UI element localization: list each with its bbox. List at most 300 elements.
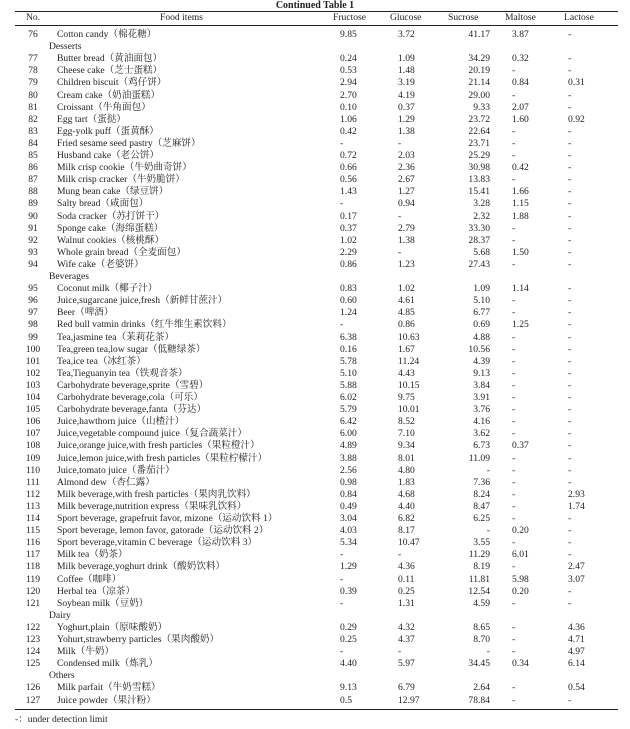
- glucose-value: 1.02: [398, 283, 415, 295]
- glucose-value: 8.17: [398, 525, 415, 537]
- table-title: Continued Table 1: [275, 0, 355, 11]
- fructose-value: -: [340, 319, 344, 331]
- maltose-value: -: [512, 174, 516, 186]
- sucrose-value: 9.33: [473, 101, 490, 113]
- maltose-value: -: [512, 125, 516, 137]
- lactose-value: -: [568, 440, 572, 452]
- food-item: Milk beverage,nutrition express（果味乳饮料）: [57, 500, 247, 512]
- row-number: 85: [28, 150, 38, 161]
- sucrose-value: 4.39: [473, 355, 490, 367]
- maltose-value: -: [512, 682, 516, 694]
- fructose-value: -: [340, 646, 344, 658]
- table-row: [0, 465, 630, 477]
- table-row: [0, 126, 630, 138]
- lactose-value: -: [568, 343, 572, 355]
- fructose-value: 0.72: [340, 150, 357, 161]
- lactose-value: -: [568, 89, 572, 101]
- sucrose-value: 34.29: [468, 53, 490, 65]
- table-row: [0, 356, 630, 368]
- food-item: Carbohydrate beverage,sprite（雪碧）: [57, 379, 209, 391]
- glucose-value: -: [398, 210, 402, 222]
- food-item: Milk parfait（牛奶雪糕）: [57, 682, 161, 694]
- maltose-value: -: [512, 367, 516, 379]
- maltose-value: -: [512, 634, 516, 645]
- glucose-value: 6.82: [398, 513, 415, 524]
- maltose-value: -: [512, 331, 516, 343]
- fructose-value: 0.84: [340, 488, 357, 500]
- fructose-value: 6.42: [340, 416, 357, 428]
- maltose-value: -: [512, 561, 516, 573]
- sucrose-value: 11.09: [468, 452, 490, 464]
- sucrose-value: 29.00: [468, 89, 490, 101]
- sucrose-value: 3.91: [473, 392, 490, 403]
- lactose-value: 3.07: [568, 573, 585, 585]
- maltose-value: -: [512, 355, 516, 367]
- table-row: [0, 90, 630, 102]
- lactose-value: -: [568, 198, 572, 210]
- maltose-value: 2.07: [512, 101, 529, 113]
- sucrose-value: 8.19: [473, 561, 490, 573]
- fructose-value: 0.17: [340, 210, 357, 222]
- row-number: 102: [25, 367, 41, 379]
- lactose-value: -: [568, 234, 572, 246]
- sucrose-value: -: [486, 464, 490, 476]
- food-item: Juice,sugarcane juice,fresh（新鲜甘蔗汁）: [57, 295, 228, 307]
- maltose-value: 0.32: [512, 53, 529, 65]
- table-row: [0, 646, 630, 658]
- maltose-value: 1.66: [512, 186, 529, 198]
- lactose-value: -: [568, 367, 572, 379]
- fructose-value: 2.29: [340, 246, 357, 258]
- table-row: [0, 77, 630, 89]
- row-number: 125: [25, 658, 41, 670]
- sucrose-value: 23.72: [468, 113, 490, 125]
- food-item: Herbal tea（凉茶）: [57, 585, 136, 597]
- glucose-value: 6.79: [398, 682, 415, 694]
- row-number: 121: [25, 597, 41, 609]
- lactose-value: -: [568, 222, 572, 234]
- table-row: [0, 29, 630, 41]
- lactose-value: 4.97: [568, 646, 585, 658]
- maltose-value: -: [512, 222, 516, 234]
- header-food: Food items: [160, 12, 203, 23]
- glucose-value: 0.11: [398, 573, 415, 585]
- row-number: 101: [25, 355, 41, 367]
- lactose-value: 2.47: [568, 561, 585, 573]
- row-number: 90: [28, 210, 38, 222]
- sucrose-value: 8.24: [473, 488, 490, 500]
- footnote: -：under detection limit: [15, 714, 108, 725]
- section-header: [0, 41, 630, 53]
- food-item: Butter bread（黄油面包）: [57, 53, 163, 65]
- section-label: Desserts: [49, 41, 82, 53]
- fructose-value: 1.02: [340, 234, 357, 246]
- glucose-value: 0.94: [398, 198, 415, 210]
- maltose-value: 0.37: [512, 440, 529, 452]
- row-number: 86: [28, 162, 38, 174]
- maltose-value: 0.34: [512, 658, 529, 670]
- row-number: 78: [28, 65, 38, 77]
- maltose-value: -: [512, 65, 516, 77]
- sucrose-value: 3.62: [473, 428, 490, 440]
- fructose-value: 5.79: [340, 404, 357, 416]
- food-item: Beer（啤酒）: [57, 307, 114, 319]
- table-row: [0, 211, 630, 223]
- row-number: 84: [28, 137, 38, 149]
- row-number: 106: [25, 416, 41, 428]
- lactose-value: -: [568, 246, 572, 258]
- table-row: [0, 174, 630, 186]
- fructose-value: -: [340, 137, 344, 149]
- food-item: Tea,jasmine tea（茉莉花茶）: [57, 331, 175, 343]
- sucrose-value: 6.25: [473, 513, 490, 524]
- row-number: 109: [25, 452, 41, 464]
- food-item: Sport beverage, lemon favor, gatorade（运动饮料 2）: [57, 525, 269, 537]
- row-number: 97: [28, 307, 38, 319]
- fructose-value: 1.29: [340, 561, 357, 573]
- table-row: [0, 162, 630, 174]
- glucose-value: 1.09: [398, 53, 415, 65]
- row-number: 89: [28, 198, 38, 210]
- sucrose-value: 3.76: [473, 404, 490, 416]
- lactose-value: -: [568, 150, 572, 161]
- food-item: Sport beverage,vitamin C beverage（运动饮料 3）: [57, 537, 258, 549]
- food-item: Cotton candy（棉花糖）: [57, 29, 157, 40]
- fructose-value: 0.37: [340, 222, 357, 234]
- row-number: 126: [25, 682, 41, 694]
- maltose-value: -: [512, 307, 516, 319]
- fructose-value: 0.83: [340, 283, 357, 295]
- fructose-value: 3.88: [340, 452, 357, 464]
- row-number: 115: [25, 525, 41, 537]
- food-item: Carbohydrate beverage,fanta（芬达）: [57, 404, 207, 416]
- sucrose-value: 22.64: [468, 125, 490, 137]
- food-item: Walnut cookies（核桃酥）: [57, 234, 165, 246]
- sucrose-value: 10.56: [468, 343, 490, 355]
- maltose-value: -: [512, 694, 516, 706]
- fructose-value: -: [340, 549, 344, 561]
- table-row: [0, 186, 630, 198]
- food-item: Carbohydrate beverage,cola（可乐）: [57, 392, 203, 403]
- food-item: Condensed milk（炼乳）: [57, 658, 158, 670]
- sucrose-value: 33.30: [468, 222, 490, 234]
- table-row: [0, 453, 630, 465]
- maltose-value: -: [512, 137, 516, 149]
- maltose-value: 1.60: [512, 113, 529, 125]
- food-item: Tea,ice tea（冰红茶）: [57, 355, 146, 367]
- maltose-value: 0.42: [512, 162, 529, 174]
- glucose-value: 4.36: [398, 561, 415, 573]
- sucrose-value: 34.45: [468, 658, 490, 670]
- lactose-value: 1.74: [568, 500, 585, 512]
- row-number: 87: [28, 174, 38, 186]
- table-row: [0, 295, 630, 307]
- glucose-value: 8.01: [398, 452, 415, 464]
- maltose-value: -: [512, 500, 516, 512]
- lactose-value: -: [568, 452, 572, 464]
- maltose-value: -: [512, 537, 516, 549]
- row-number: 81: [28, 101, 38, 113]
- glucose-value: 4.80: [398, 464, 415, 476]
- fructose-value: 0.56: [340, 174, 357, 186]
- lactose-value: -: [568, 404, 572, 416]
- fructose-value: 0.5: [340, 694, 352, 706]
- row-number: 108: [25, 440, 41, 452]
- sucrose-value: 0.69: [473, 319, 490, 331]
- maltose-value: -: [512, 513, 516, 524]
- glucose-value: 0.86: [398, 319, 415, 331]
- maltose-value: -: [512, 89, 516, 101]
- section-header: [0, 271, 630, 283]
- header-rule: [15, 25, 618, 26]
- sucrose-value: 8.65: [473, 621, 490, 633]
- table-row: [0, 223, 630, 235]
- food-item: Wife cake（老婆饼）: [57, 258, 144, 270]
- food-item: Mung bean cake（绿豆饼）: [57, 186, 169, 198]
- fructose-value: 9.85: [340, 29, 357, 40]
- sucrose-value: 27.43: [468, 258, 490, 270]
- fructose-value: -: [340, 597, 344, 609]
- row-number: 112: [25, 488, 41, 500]
- fructose-value: 0.66: [340, 162, 357, 174]
- sucrose-value: -: [486, 646, 490, 658]
- glucose-value: 11.24: [398, 355, 420, 367]
- glucose-value: 3.19: [398, 77, 415, 89]
- food-item: Husband cake（老公饼）: [57, 150, 160, 161]
- sucrose-value: 5.10: [473, 295, 490, 307]
- row-number: 113: [25, 500, 41, 512]
- table-row: [0, 150, 630, 162]
- lactose-value: 0.31: [568, 77, 585, 89]
- glucose-value: 12.97: [398, 694, 420, 706]
- section-label: Dairy: [49, 609, 71, 621]
- lactose-value: 4.36: [568, 621, 585, 633]
- table-row: [0, 622, 630, 634]
- table-row: [0, 53, 630, 65]
- sucrose-value: 12.54: [468, 585, 490, 597]
- food-item: Fried sesame seed pastry（芝麻饼）: [57, 137, 201, 149]
- row-number: 77: [28, 53, 38, 65]
- lactose-value: -: [568, 101, 572, 113]
- lactose-value: -: [568, 597, 572, 609]
- maltose-value: -: [512, 150, 516, 161]
- glucose-value: 1.23: [398, 258, 415, 270]
- lactose-value: -: [568, 585, 572, 597]
- fructose-value: 0.49: [340, 500, 357, 512]
- sucrose-value: 13.83: [468, 174, 490, 186]
- section-label: Beverages: [49, 271, 89, 282]
- lactose-value: -: [568, 210, 572, 222]
- row-number: 96: [28, 295, 38, 307]
- table-row: [0, 416, 630, 428]
- food-item: Salty bread（咸面包）: [57, 198, 149, 210]
- row-number: 83: [28, 125, 38, 137]
- food-item: Milk（牛奶）: [57, 646, 115, 658]
- food-item: Juice,orange juice,with fresh particles（果粒橙汁）: [57, 440, 260, 452]
- lactose-value: -: [568, 694, 572, 706]
- glucose-value: 2.67: [398, 174, 415, 186]
- maltose-value: 1.25: [512, 319, 529, 331]
- lactose-value: -: [568, 65, 572, 77]
- sucrose-value: 8.47: [473, 500, 490, 512]
- header-sucrose: Sucrose: [448, 12, 479, 23]
- table-row: [0, 574, 630, 586]
- lactose-value: -: [568, 416, 572, 428]
- sucrose-value: 28.37: [468, 234, 490, 246]
- table-row: [0, 477, 630, 489]
- fructose-value: 5.78: [340, 355, 357, 367]
- food-item: Almond dew（杏仁露）: [57, 476, 155, 488]
- fructose-value: 2.56: [340, 464, 357, 476]
- lactose-value: -: [568, 428, 572, 440]
- glucose-value: 7.10: [398, 428, 415, 440]
- maltose-value: 1.14: [512, 283, 529, 295]
- sucrose-value: 15.41: [468, 186, 490, 198]
- food-item: Tea,Tieguanyin tea（铁观音茶）: [57, 367, 188, 379]
- food-item: Croissant（牛角面包）: [57, 101, 151, 113]
- sucrose-value: 23.71: [468, 137, 490, 149]
- table-row: [0, 247, 630, 259]
- lactose-value: -: [568, 525, 572, 537]
- fructose-value: 0.24: [340, 53, 357, 65]
- glucose-value: 3.72: [398, 29, 415, 40]
- glucose-value: -: [398, 549, 402, 561]
- table-row: [0, 682, 630, 694]
- food-item: Whole grain bread（全麦面包）: [57, 246, 186, 258]
- header-fructose: Fructose: [333, 12, 367, 23]
- header-no: No.: [25, 12, 41, 23]
- food-item: Coffee（咖啡）: [57, 573, 122, 585]
- maltose-value: -: [512, 646, 516, 658]
- food-item: Juice,lemon juice,with fresh particles（果粒柠檬汁）: [57, 452, 268, 464]
- glucose-value: 1.48: [398, 65, 415, 77]
- sucrose-value: 2.32: [473, 210, 490, 222]
- food-item: Children biscuit（鸡仔饼）: [57, 77, 167, 89]
- lactose-value: 6.14: [568, 658, 585, 670]
- glucose-value: 4.85: [398, 307, 415, 319]
- sucrose-value: 1.09: [473, 283, 490, 295]
- glucose-value: 10.47: [398, 537, 420, 549]
- food-item: Milk tea（奶茶）: [57, 549, 128, 561]
- section-header: [0, 670, 630, 682]
- table-row: [0, 525, 630, 537]
- food-item: Juice,vegetable compound juice（复合蔬菜汁）: [57, 428, 247, 440]
- row-number: 91: [28, 222, 38, 234]
- glucose-value: 1.27: [398, 186, 415, 198]
- row-number: 120: [25, 585, 41, 597]
- table-row: [0, 283, 630, 295]
- row-number: 123: [25, 634, 41, 645]
- glucose-value: 1.67: [398, 343, 415, 355]
- row-number: 88: [28, 186, 38, 198]
- row-number: 110: [25, 464, 41, 476]
- glucose-value: -: [398, 646, 402, 658]
- row-number: 82: [28, 113, 38, 125]
- food-item: Cream cake（奶油蛋糕）: [57, 89, 161, 101]
- fructose-value: 6.00: [340, 428, 357, 440]
- section-label: Others: [49, 670, 75, 682]
- maltose-value: 1.88: [512, 210, 529, 222]
- row-number: 103: [25, 379, 41, 391]
- food-item: Juice,hawthorn juice（山楂汁）: [57, 416, 185, 428]
- fructose-value: 0.98: [340, 476, 357, 488]
- table-row: [0, 392, 630, 404]
- food-item: Milk beverage,with fresh particles（果肉乳饮料）: [57, 488, 256, 500]
- header-maltose: Maltose: [505, 12, 536, 23]
- glucose-value: 1.29: [398, 113, 415, 125]
- sucrose-value: 3.55: [473, 537, 490, 549]
- row-number: 99: [28, 331, 38, 343]
- lactose-value: -: [568, 476, 572, 488]
- lactose-value: -: [568, 307, 572, 319]
- table-row: [0, 368, 630, 380]
- glucose-value: -: [398, 137, 402, 149]
- maltose-value: -: [512, 452, 516, 464]
- maltose-value: -: [512, 343, 516, 355]
- glucose-value: 2.03: [398, 150, 415, 161]
- sucrose-value: 2.64: [473, 682, 490, 694]
- maltose-value: -: [512, 392, 516, 403]
- glucose-value: 2.79: [398, 222, 415, 234]
- lactose-value: -: [568, 331, 572, 343]
- sucrose-value: 6.77: [473, 307, 490, 319]
- fructose-value: 0.60: [340, 295, 357, 307]
- row-number: 92: [28, 234, 38, 246]
- glucose-value: 4.40: [398, 500, 415, 512]
- header-lactose: Lactose: [564, 12, 594, 23]
- row-number: 124: [25, 646, 41, 658]
- maltose-value: -: [512, 379, 516, 391]
- glucose-value: 10.01: [398, 404, 420, 416]
- lactose-value: -: [568, 464, 572, 476]
- sucrose-value: 20.19: [468, 65, 490, 77]
- header-glucose: Glucose: [390, 12, 422, 23]
- row-number: 80: [28, 89, 38, 101]
- lactose-value: -: [568, 137, 572, 149]
- table-row: [0, 344, 630, 356]
- table-row: [0, 428, 630, 440]
- maltose-value: -: [512, 234, 516, 246]
- row-number: 117: [25, 549, 41, 561]
- table-row: [0, 658, 630, 670]
- fructose-value: 4.89: [340, 440, 357, 452]
- row-number: 94: [28, 258, 38, 270]
- sucrose-value: 3.28: [473, 198, 490, 210]
- maltose-value: -: [512, 416, 516, 428]
- maltose-value: -: [512, 464, 516, 476]
- lactose-value: -: [568, 537, 572, 549]
- food-item: Egg tart（蛋挞）: [57, 113, 127, 125]
- row-number: 76: [28, 29, 38, 40]
- fructose-value: 0.25: [340, 634, 357, 645]
- glucose-value: 4.61: [398, 295, 415, 307]
- lactose-value: 0.54: [568, 682, 585, 694]
- sucrose-value: 21.14: [468, 77, 490, 89]
- fructose-value: 0.42: [340, 125, 357, 137]
- sucrose-value: 9.13: [473, 367, 490, 379]
- maltose-value: 5.98: [512, 573, 529, 585]
- glucose-value: 4.32: [398, 621, 415, 633]
- fructose-value: 1.24: [340, 307, 357, 319]
- sucrose-value: 6.73: [473, 440, 490, 452]
- maltose-value: -: [512, 404, 516, 416]
- glucose-value: 10.15: [398, 379, 420, 391]
- table-row: [0, 259, 630, 271]
- row-number: 116: [25, 537, 41, 549]
- sucrose-value: 25.29: [468, 150, 490, 161]
- food-item: Yohurt,strawberry particles（果肉酸奶）: [57, 634, 220, 645]
- table-row: [0, 198, 630, 210]
